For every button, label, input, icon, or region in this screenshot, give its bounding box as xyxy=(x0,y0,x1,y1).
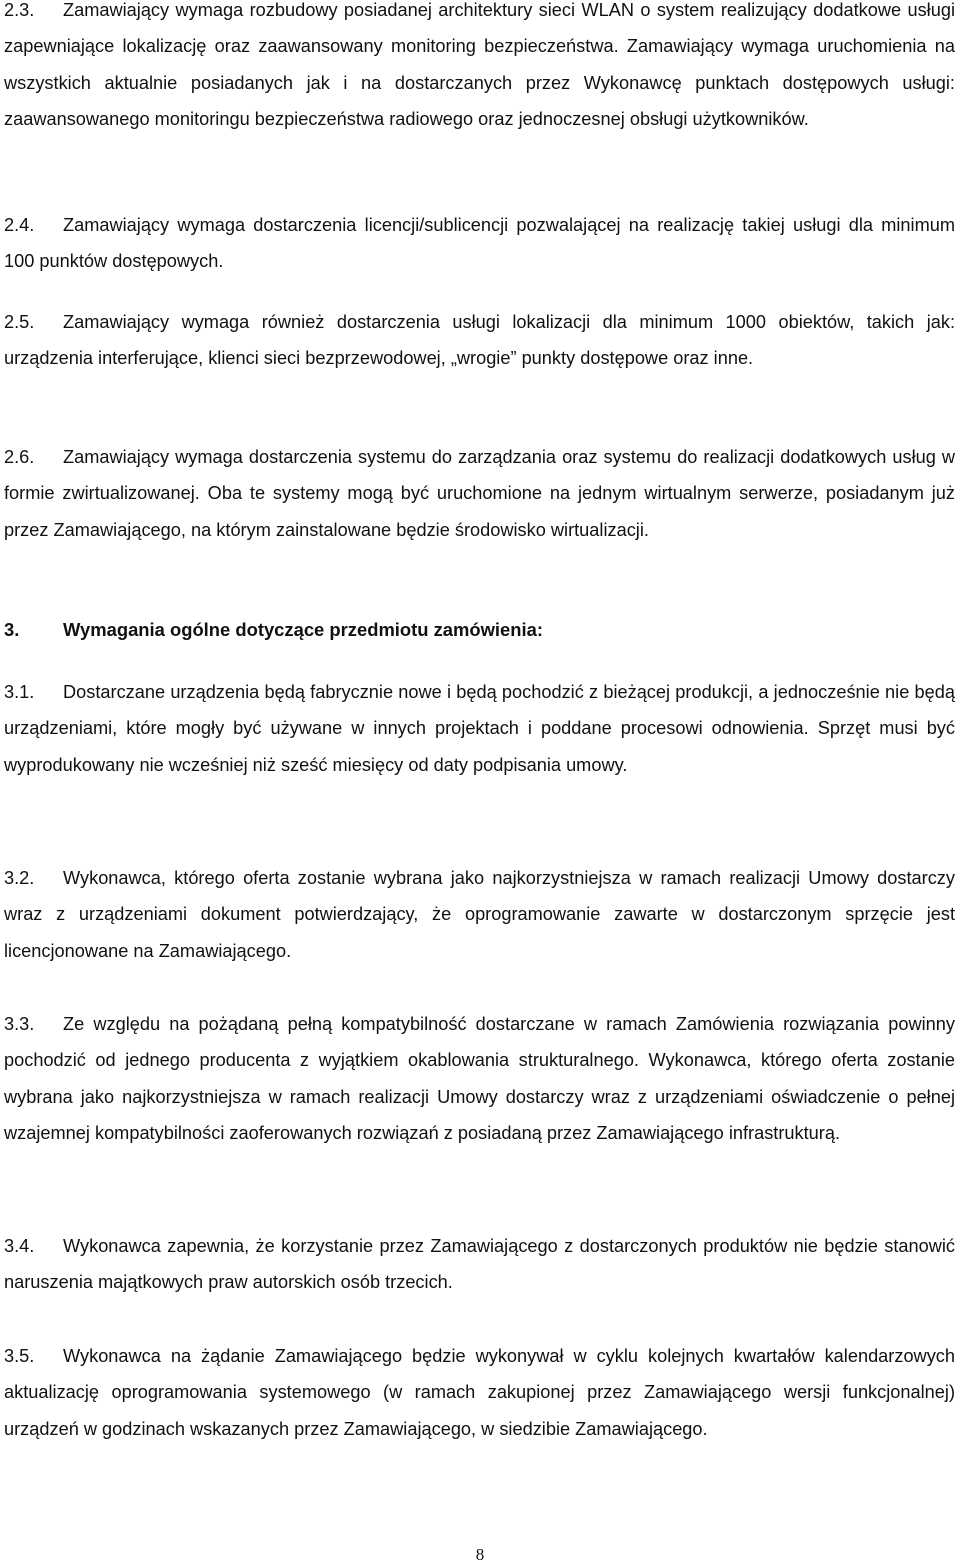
paragraph-2-3 xyxy=(4,0,955,138)
section-number: 3. xyxy=(4,619,20,640)
paragraph-number: 3.3. xyxy=(4,1014,35,1034)
paragraph-number: 2.3. xyxy=(4,0,35,20)
paragraph-text: Wykonawca zapewnia, że korzystanie przez Zamawiającego z dostarczonych produktów nie będzie stanowić naruszenia majątkowych praw autorskich osób trzecich. xyxy=(4,1236,955,1293)
paragraph-text: Zamawiający wymaga również dostarczenia usługi lokalizacji dla minimum 1000 obiektów, takich jak: urządzenia interferujące, klienci sieci bezprzewodowej, „wrogie” punkty dostępowe oraz inne. xyxy=(4,312,955,369)
paragraph-text: Zamawiający wymaga dostarczenia systemu do zarządzania oraz systemu do realizacji dodatkowych usług w formie zwirtualizowanej. Oba te systemy mogą być uruchomione na jednym wirtualnym serwerze, posiadanym już przez Zamawiającego, na którym zainstalowane będzie środowisko wirtualizacji. xyxy=(4,447,955,540)
paragraph-number: 3.5. xyxy=(4,1346,35,1366)
paragraph-3-5 xyxy=(4,1338,955,1447)
paragraph-number: 3.4. xyxy=(4,1236,35,1256)
paragraph-text: Dostarczane urządzenia będą fabrycznie nowe i będą pochodzić z bieżącej produkcji, a jednocześnie nie będą urządzeniami, które mogły być używane w innych projektach i poddane procesowi odnowienia. Sprzęt musi być wyprodukowany nie wcześniej niż sześć miesięcy od daty podpisania umowy. xyxy=(4,682,955,775)
section-heading-3 xyxy=(4,612,955,648)
section-title: Wymagania ogólne dotyczące przedmiotu zamówienia: xyxy=(63,619,543,640)
paragraph-text: Zamawiający wymaga rozbudowy posiadanej architektury sieci WLAN o system realizujący dodatkowe usługi zapewniające lokalizację oraz zaawansowany monitoring bezpieczeństwa. Zamawiający wymaga uruchomienia na wszystkich aktualnie posiadanych jak i na dostarczanych przez Wykonawcę punktach dostępowych usługi: zaawansowanego monitoringu bezpieczeństwa radiowego oraz jednoczesnej obsługi użytkowników. xyxy=(4,0,955,130)
paragraph-3-2 xyxy=(4,860,955,969)
paragraph-3-4 xyxy=(4,1228,955,1301)
paragraph-number: 2.4. xyxy=(4,215,35,235)
paragraph-2-5 xyxy=(4,304,955,377)
paragraph-text: Wykonawca, którego oferta zostanie wybrana jako najkorzystniejsza w ramach realizacji Umowy dostarczy wraz z urządzeniami dokument potwierdzający, że oprogramowanie zawarte w dostarczonym sprzęcie jest licencjonowane na Zamawiającego. xyxy=(4,868,955,961)
paragraph-number: 2.6. xyxy=(4,447,35,467)
paragraph-number: 2.5. xyxy=(4,312,35,332)
paragraph-number: 3.1. xyxy=(4,682,35,702)
paragraph-3-1 xyxy=(4,674,955,783)
paragraph-text: Wykonawca na żądanie Zamawiającego będzie wykonywał w cyklu kolejnych kwartałów kalendarzowych aktualizację oprogramowania systemowego (w ramach zakupionej przez Zamawiającego wersji funkcjonalnej) urządzeń w godzinach wskazanych przez Zamawiającego, w siedzibie Zamawiającego. xyxy=(4,1346,955,1439)
paragraph-3-3 xyxy=(4,1006,955,1152)
paragraph-text: Ze względu na pożądaną pełną kompatybilność dostarczane w ramach Zamówienia rozwiązania powinny pochodzić od jednego producenta z wyjątkiem okablowania strukturalnego. Wykonawca, którego oferta zostanie wybrana jako najkorzystniejsza w ramach realizacji Umowy dostarczy wraz z urządzeniami oświadczenie o pełnej wzajemnej kompatybilności zaoferowanych rozwiązań z posiadaną przez Zamawiającego infrastrukturą. xyxy=(4,1014,955,1144)
page-number: 8 xyxy=(475,1545,485,1564)
paragraph-text: Zamawiający wymaga dostarczenia licencji/sublicencji pozwalającej na realizację takiej usługi dla minimum 100 punktów dostępowych. xyxy=(4,215,955,272)
paragraph-2-4 xyxy=(4,207,955,280)
paragraph-number: 3.2. xyxy=(4,868,35,888)
paragraph-2-6 xyxy=(4,439,955,548)
